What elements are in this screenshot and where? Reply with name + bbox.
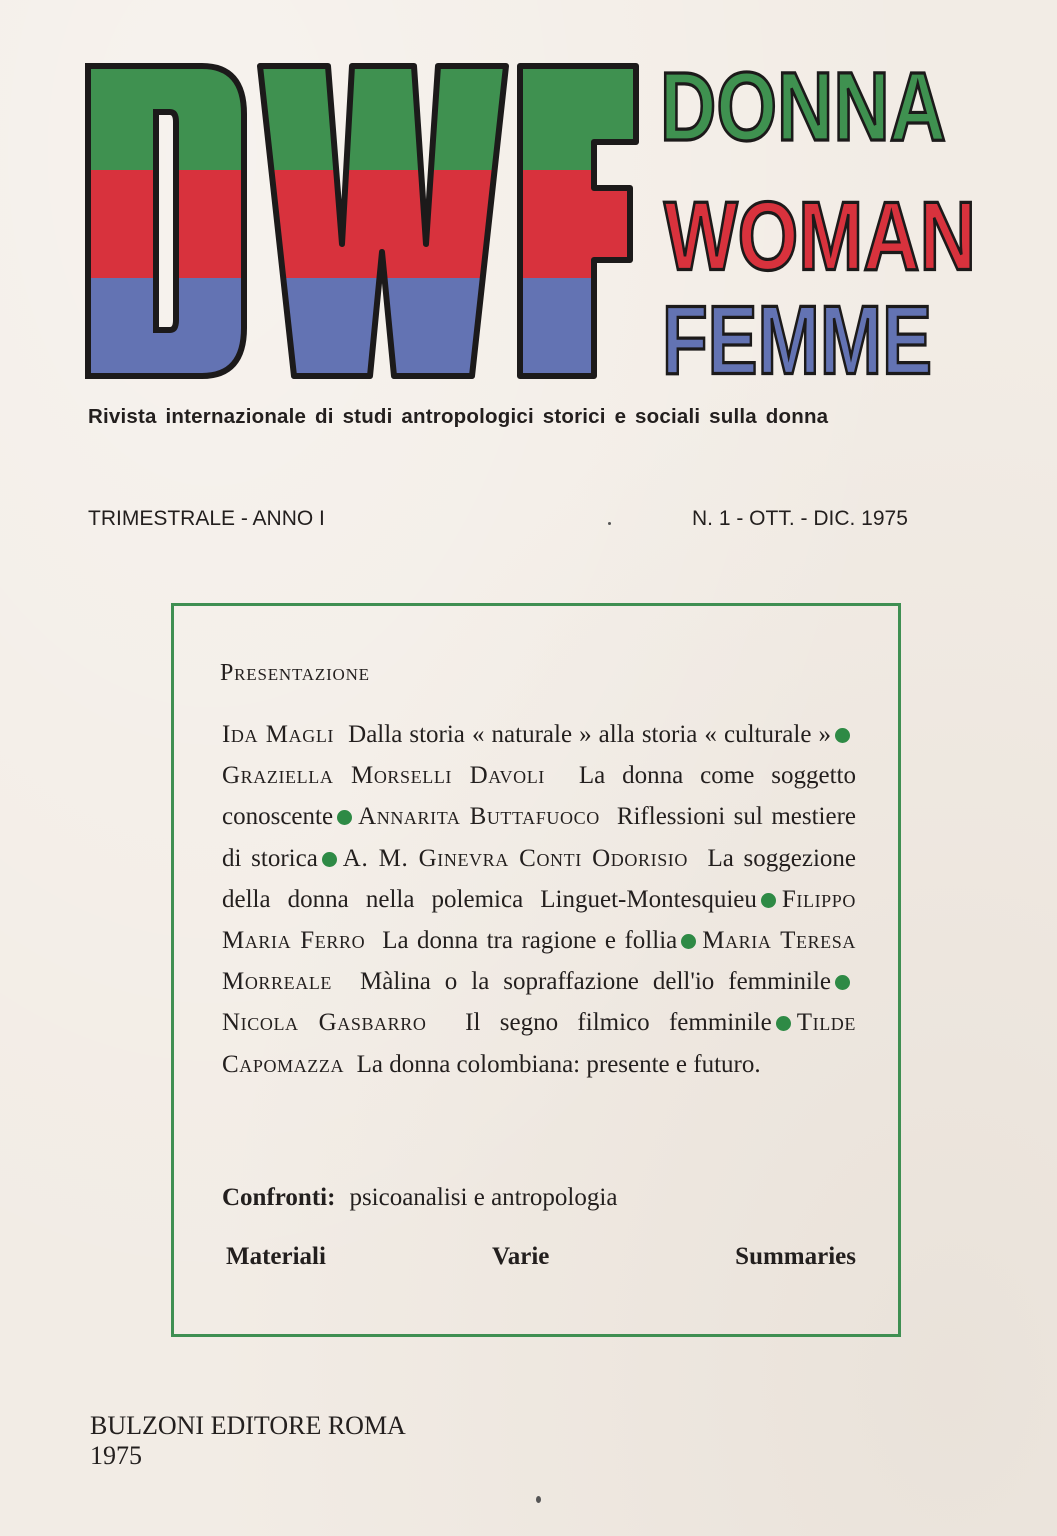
bullet-dot-icon bbox=[681, 934, 696, 949]
footer-materiali: Materiali bbox=[226, 1243, 326, 1270]
dwf-logo bbox=[84, 62, 644, 380]
publisher-name: BULZONI EDITORE ROMA bbox=[90, 1411, 406, 1440]
issue-number: N. 1 - OTT. - DIC. 1975 bbox=[692, 507, 908, 530]
publisher-block bbox=[90, 1411, 406, 1471]
entry-title: Màlina o la sopraffazione dell'io femminile bbox=[360, 968, 832, 996]
journal-subtitle: Rivista internazionale di studi antropologici storici e sociali sulla donna bbox=[88, 405, 829, 428]
bullet-dot-icon bbox=[322, 852, 337, 867]
periodicity: TRIMESTRALE - ANNO I bbox=[88, 507, 325, 530]
entry-title: Il segno filmico femminile bbox=[465, 1009, 772, 1037]
bullet-dot-icon bbox=[761, 893, 776, 908]
entry-author: A. M. Ginevra Conti Odorisio bbox=[342, 844, 688, 872]
entry-author: Maria Teresa Morreale bbox=[222, 927, 856, 996]
logo-word-woman: WOMAN bbox=[664, 182, 976, 291]
entry-author: Tilde Capomazza bbox=[222, 1009, 856, 1078]
footer-varie: Varie bbox=[492, 1243, 550, 1270]
letter-f bbox=[514, 62, 644, 380]
print-speck bbox=[608, 522, 611, 525]
publisher-year: 1975 bbox=[90, 1441, 142, 1470]
logo-words bbox=[660, 60, 990, 380]
confronti-line bbox=[222, 1184, 617, 1212]
bullet-dot-icon bbox=[835, 728, 850, 743]
logo-word-femme: FEMME bbox=[662, 286, 932, 380]
section-title: Presentazione bbox=[220, 660, 370, 686]
entry-title: Riflessioni sul mestiere di storica bbox=[222, 803, 856, 872]
entry-title: La donna tra ragione e follia bbox=[382, 927, 678, 955]
bullet-dot-icon bbox=[337, 810, 352, 825]
bullet-dot-icon bbox=[835, 975, 850, 990]
entry-author: Ida Magli bbox=[222, 721, 335, 748]
entry-author: Graziella Morselli Davoli bbox=[222, 762, 545, 790]
print-speck bbox=[536, 1496, 541, 1503]
footer-summaries: Summaries bbox=[735, 1243, 856, 1270]
contents-footer bbox=[226, 1243, 856, 1279]
entry-author: Annarita Buttafuoco bbox=[358, 803, 600, 831]
entry-title: La soggezione della donna nella polemica Linguet-Montesquieu bbox=[222, 844, 856, 913]
entry-author: Nicola Gasbarro bbox=[222, 1009, 427, 1037]
logo-word-donna: DONNA bbox=[660, 60, 946, 162]
contents-list bbox=[222, 714, 856, 1085]
bullet-dot-icon bbox=[776, 1016, 791, 1031]
entry-title: La donna colombiana: presente e futuro. bbox=[356, 1050, 761, 1078]
entry-title: Dalla storia « naturale » alla storia « culturale » bbox=[348, 721, 832, 748]
confronti-label: Confronti: bbox=[222, 1184, 336, 1211]
entry bbox=[222, 721, 831, 748]
confronti-text: psicoanalisi e antropologia bbox=[349, 1184, 618, 1211]
entry-author: Filippo Maria Ferro bbox=[222, 885, 856, 955]
entry-title: La donna come soggetto conoscente bbox=[222, 762, 856, 831]
entry bbox=[222, 1009, 772, 1036]
